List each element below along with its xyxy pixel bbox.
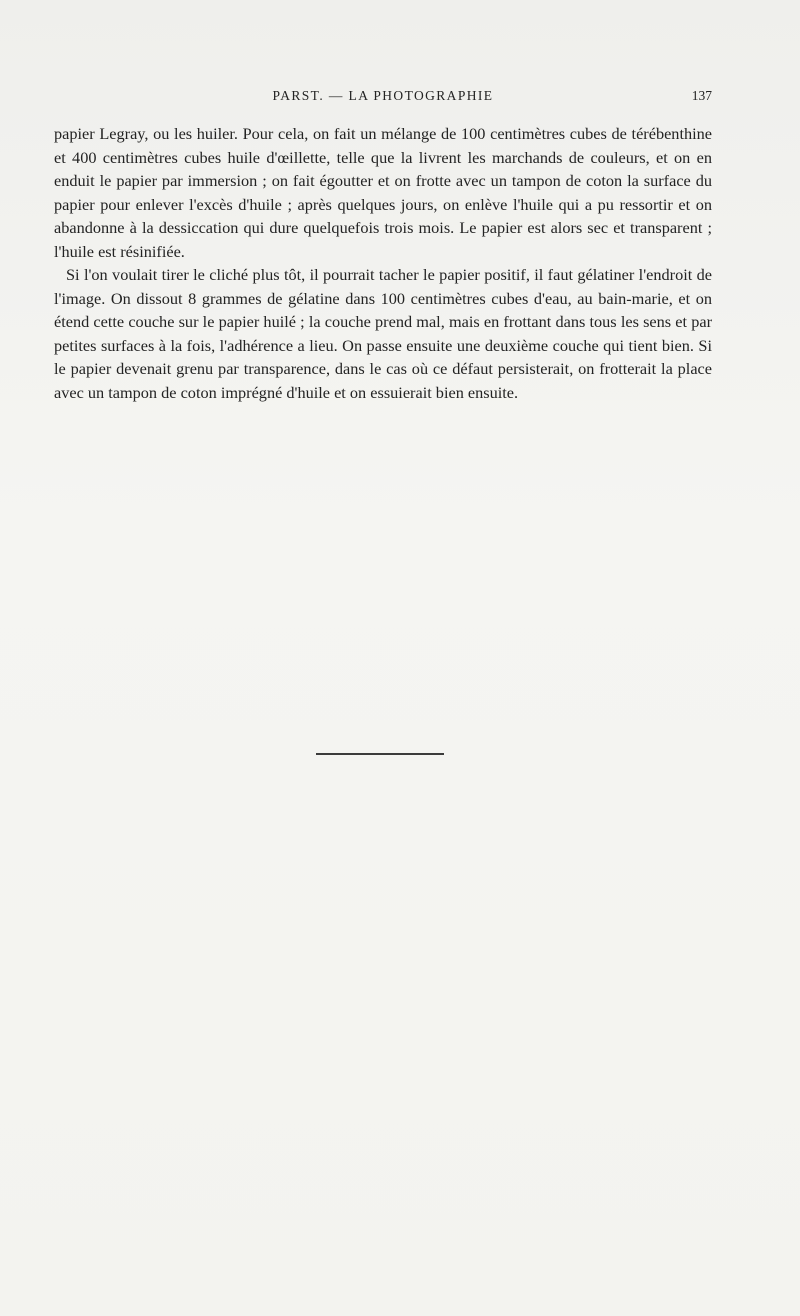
- running-head: PARST. — LA PHOTOGRAPHIE: [272, 88, 494, 103]
- body-text: [54, 122, 712, 404]
- page-number: 137: [691, 88, 712, 103]
- paragraph: papier Legray, ou les huiler. Pour cela, on fait un mélange de 100 centimètres cubes de térébenthine et 400 centimètres cubes huile d'œillette, telle que la livrent les marchands de couleurs, et on en enduit le papier par immersion ; on fait égoutter et on frotte avec un tampon de coton la surface du papier pour enlever l'excès d'huile ; après quelques jours, on enlève l'huile qui a pu ressortir et on abandonne à la dessiccation qui dure quelquefois trois mois. Le papier est alors sec et transparent ; l'huile est résinifiée.: [54, 124, 712, 261]
- page-header: [54, 88, 712, 110]
- section-end-rule: [316, 753, 444, 755]
- paragraph: Si l'on voulait tirer le cliché plus tôt, il pourrait tacher le papier positif, il faut gélatiner l'endroit de l'image. On dissout 8 grammes de gélatine dans 100 centimètres cubes d'eau, au bain-marie, et on étend cette couche sur le papier huilé ; la couche prend mal, mais en frottant dans tous les sens et par petites surfaces à la fois, l'adhérence a lieu. On passe ensuite une deuxième couche qui tient bien. Si le papier devenait grenu par transparence, dans le cas où ce défaut persisterait, on frotterait la place avec un tampon de coton imprégné d'huile et on essuierait bien ensuite.: [54, 265, 712, 402]
